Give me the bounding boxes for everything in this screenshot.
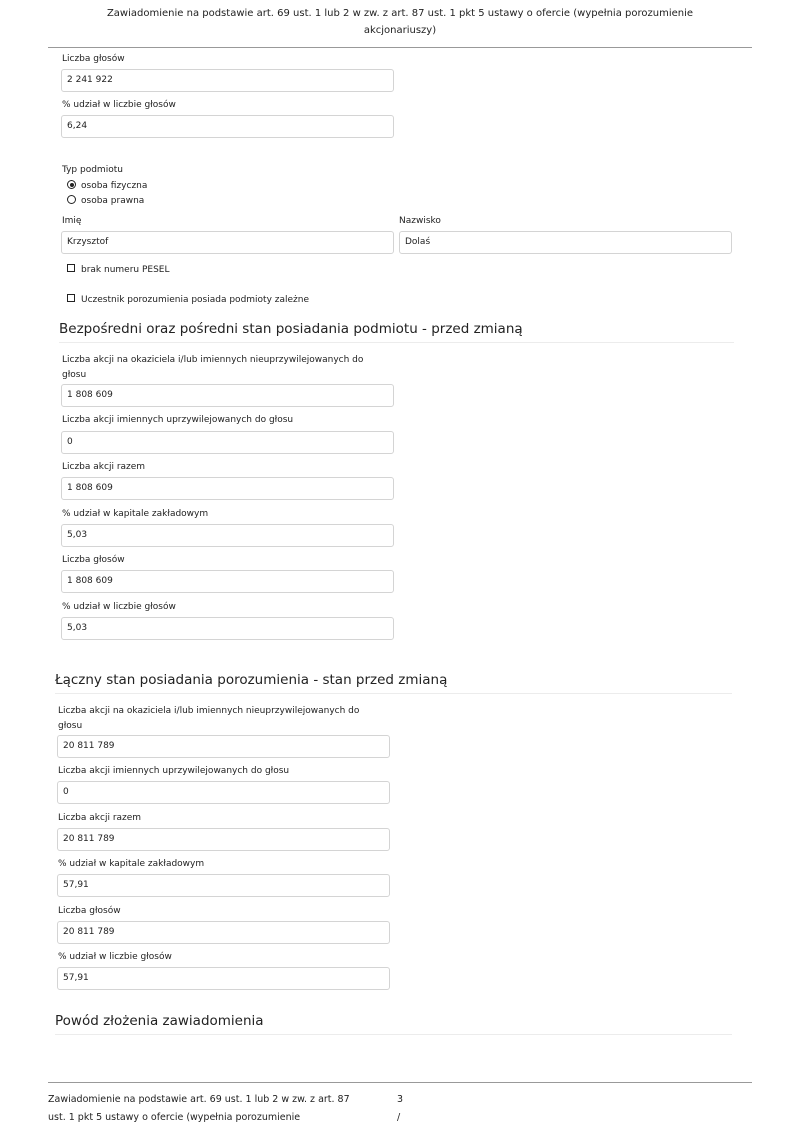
first-name-label: Imię (62, 216, 82, 226)
checkbox-icon[interactable] (67, 264, 75, 272)
first-name-field[interactable]: Krzysztof (61, 231, 394, 254)
checkbox-label: brak numeru PESEL (81, 265, 170, 275)
field-label: Liczba głosów (62, 555, 125, 565)
total-capital-share-field[interactable]: 57,91 (57, 874, 390, 897)
field-label: % udział w liczbie głosów (58, 952, 172, 962)
subsidiaries-checkbox[interactable] (67, 293, 309, 308)
radio-legal-person[interactable] (67, 194, 144, 209)
total-bearer-shares-field[interactable]: 20 811 789 (57, 735, 390, 758)
radio-natural-person[interactable] (67, 179, 147, 194)
section-divider (55, 1034, 732, 1035)
section-title-total-holdings: Łączny stan posiadania porozumienia - stan przed zmianą (55, 672, 448, 688)
checkbox-label: Uczestnik porozumienia posiada podmioty zależne (81, 295, 310, 305)
footer-page-number: 3 (397, 1094, 404, 1105)
header-divider (48, 47, 752, 48)
page-header-title: Zawiadomienie na podstawie art. 69 ust. 1 lub 2 w zw. z art. 87 ust. 1 pkt 5 ustawy o ofercie (wypełnia porozumienie akcjonariuszy) (106, 8, 694, 36)
radio-label: osoba fizyczna (81, 181, 148, 191)
field-label: głosu (58, 721, 83, 731)
field-label: % udział w kapitale zakładowym (58, 859, 205, 869)
field-label-votes: Liczba głosów (62, 54, 125, 64)
last-name-label: Nazwisko (399, 216, 441, 226)
last-name-field[interactable]: Dolaś (399, 231, 732, 254)
section-divider (59, 342, 734, 343)
direct-bearer-shares-field[interactable]: 1 808 609 (61, 384, 394, 407)
footer-text-line2: ust. 1 pkt 5 ustawy o ofercie (wypełnia porozumienie (48, 1112, 301, 1123)
field-label: Liczba głosów (58, 906, 121, 916)
field-label: % udział w kapitale zakładowym (62, 509, 209, 519)
field-label: Liczba akcji imiennych uprzywilejowanych do głosu (62, 415, 294, 425)
section-divider (55, 693, 732, 694)
footer-page-separator: / (397, 1112, 401, 1123)
field-label: Liczba akcji imiennych uprzywilejowanych do głosu (58, 766, 290, 776)
field-label: Liczba akcji razem (58, 813, 142, 823)
radio-unselected-icon[interactable] (67, 195, 76, 204)
no-pesel-checkbox[interactable] (67, 263, 170, 278)
field-label: Liczba akcji na okaziciela i/lub imiennych nieuprzywilejowanych do (58, 706, 360, 716)
direct-total-shares-field[interactable]: 1 808 609 (61, 477, 394, 500)
footer-text-line1: Zawiadomienie na podstawie art. 69 ust. 1 lub 2 w zw. z art. 87 (48, 1094, 350, 1105)
field-label: głosu (62, 370, 87, 380)
field-label: Liczba akcji na okaziciela i/lub imiennych nieuprzywilejowanych do (62, 355, 364, 365)
total-preferred-shares-field[interactable]: 0 (57, 781, 390, 804)
total-shares-field[interactable]: 20 811 789 (57, 828, 390, 851)
direct-preferred-shares-field[interactable]: 0 (61, 431, 394, 454)
field-label-votes-share: % udział w liczbie głosów (62, 100, 176, 110)
total-votes-field[interactable]: 20 811 789 (57, 921, 390, 944)
direct-votes-field[interactable]: 1 808 609 (61, 570, 394, 593)
checkbox-icon[interactable] (67, 294, 75, 302)
field-label: % udział w liczbie głosów (62, 602, 176, 612)
footer-divider (48, 1082, 752, 1083)
radio-label: osoba prawna (81, 196, 145, 206)
votes-field[interactable]: 2 241 922 (61, 69, 394, 92)
direct-capital-share-field[interactable]: 5,03 (61, 524, 394, 547)
field-label: Liczba akcji razem (62, 462, 146, 472)
section-title-direct-holdings: Bezpośredni oraz pośredni stan posiadania podmiotu - przed zmianą (59, 321, 523, 337)
entity-type-label: Typ podmiotu (62, 165, 123, 175)
section-title-reason: Powód złożenia zawiadomienia (55, 1013, 264, 1029)
votes-share-field[interactable]: 6,24 (61, 115, 394, 138)
radio-selected-icon[interactable] (67, 180, 76, 189)
direct-votes-share-field[interactable]: 5,03 (61, 617, 394, 640)
total-votes-share-field[interactable]: 57,91 (57, 967, 390, 990)
